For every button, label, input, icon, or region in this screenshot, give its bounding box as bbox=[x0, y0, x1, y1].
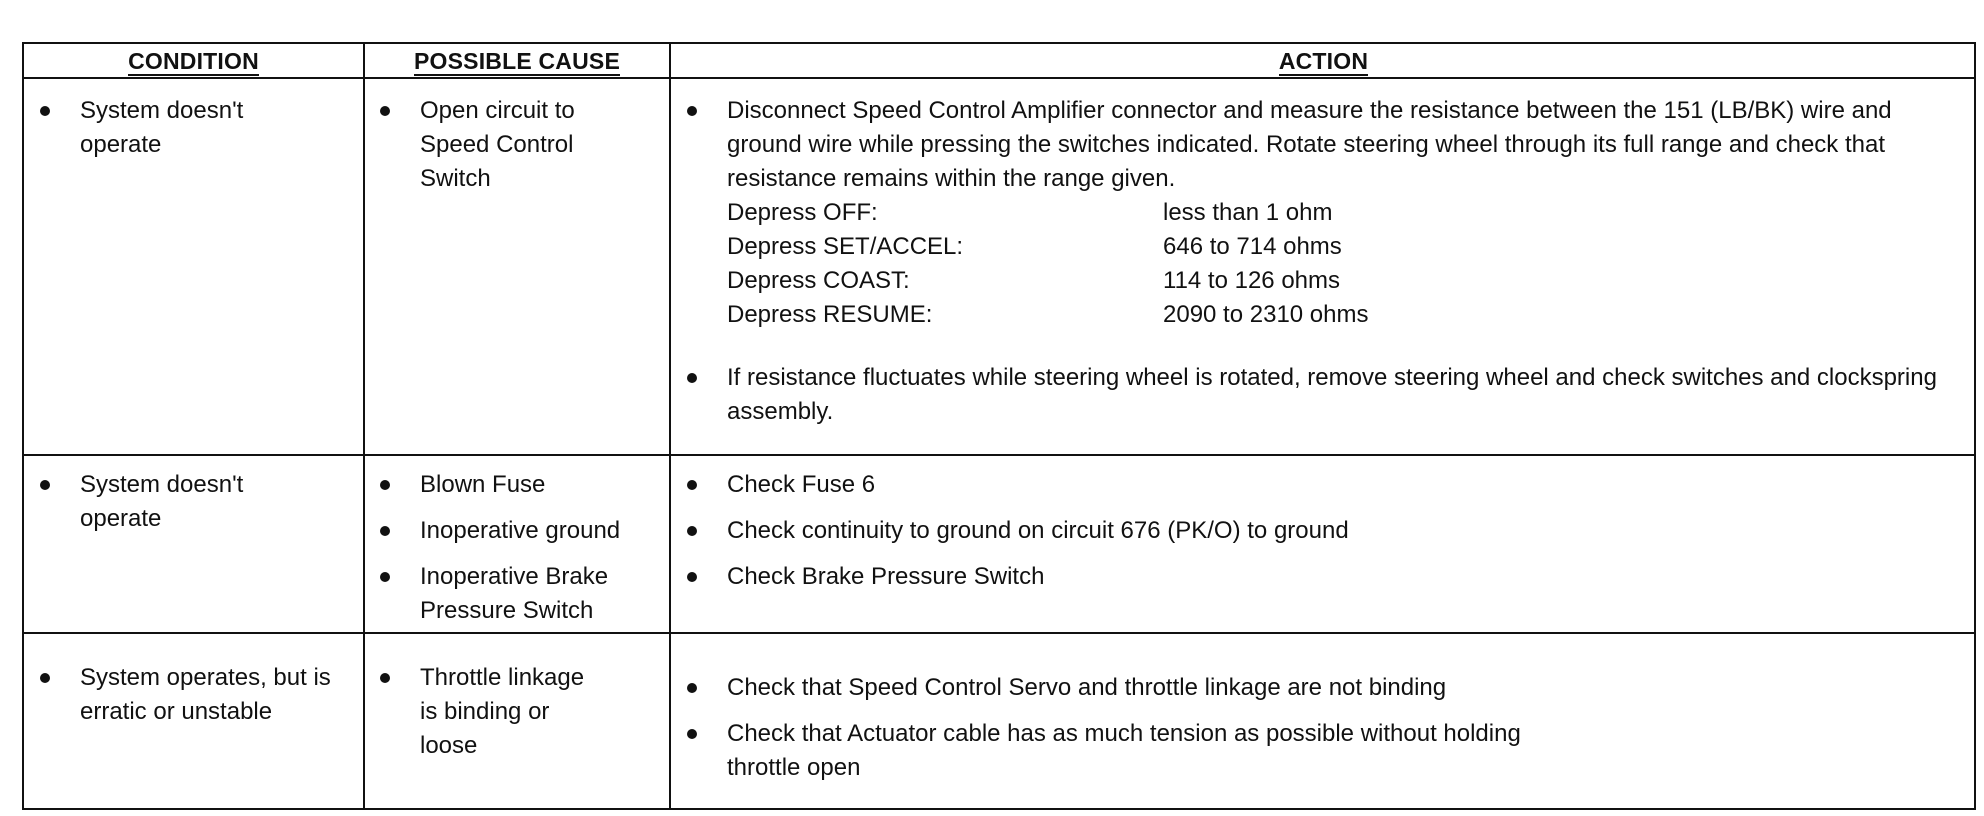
list-item bbox=[38, 661, 358, 729]
cause-text: Open circuit to Speed Control Switch bbox=[420, 97, 575, 192]
column-divider bbox=[669, 44, 671, 808]
bullet-icon bbox=[40, 106, 50, 116]
bullet-icon bbox=[40, 480, 50, 490]
condition-text: System operates, but is erratic or unstable bbox=[80, 664, 331, 725]
bullet-icon bbox=[687, 106, 697, 116]
bullet-icon bbox=[687, 480, 697, 490]
header-condition: CONDITION bbox=[128, 48, 259, 74]
cause-cell bbox=[378, 94, 588, 196]
bullet-icon bbox=[687, 373, 697, 383]
resistance-spec-list bbox=[685, 196, 1970, 332]
bullet-icon bbox=[687, 683, 697, 693]
action-cell bbox=[685, 468, 1970, 594]
list-item bbox=[378, 661, 608, 763]
condition-text: System doesn't operate bbox=[80, 97, 244, 158]
header-action: ACTION bbox=[1278, 48, 1369, 74]
bullet-icon bbox=[380, 526, 390, 536]
header-possible-cause: POSSIBLE CAUSE bbox=[413, 48, 620, 74]
bullet-icon bbox=[380, 480, 390, 490]
action-text: Disconnect Speed Control Amplifier connector and measure the resistance between the 151 (LB/BK) wire and ground wire while pressing the switches indicated. Rotate steering wheel through its full range and check that resistance remains within the range given. bbox=[727, 97, 1892, 192]
action-cell bbox=[685, 661, 1970, 785]
action-cell bbox=[685, 94, 1970, 429]
spec-row bbox=[727, 298, 1970, 332]
cause-cell bbox=[378, 468, 668, 628]
bullet-icon bbox=[40, 673, 50, 683]
bullet-icon bbox=[687, 526, 697, 536]
list-item bbox=[378, 468, 668, 502]
spec-name: Depress OFF: bbox=[727, 199, 878, 226]
cause-text: Inoperative Brake Pressure Switch bbox=[420, 563, 609, 624]
list-item bbox=[685, 560, 1970, 594]
row-divider bbox=[24, 632, 1974, 634]
condition-cell bbox=[38, 468, 288, 536]
bullet-icon bbox=[687, 729, 697, 739]
list-item bbox=[378, 514, 668, 548]
spec-name: Depress RESUME: bbox=[727, 301, 933, 328]
spec-row bbox=[727, 230, 1970, 264]
list-item bbox=[685, 717, 1597, 785]
spec-name: Depress COAST: bbox=[727, 267, 910, 294]
troubleshooting-table bbox=[22, 42, 1976, 810]
list-item bbox=[685, 671, 1970, 705]
spec-value: less than 1 ohm bbox=[1163, 199, 1333, 226]
spec-value: 114 to 126 ohms bbox=[1163, 267, 1341, 294]
header-divider bbox=[24, 77, 1974, 79]
spec-row bbox=[727, 264, 1970, 298]
cause-text: Inoperative ground bbox=[420, 517, 621, 544]
spec-row bbox=[727, 196, 1970, 230]
condition-text: System doesn't operate bbox=[80, 471, 244, 532]
list-item bbox=[685, 468, 1970, 502]
action-text: Check Fuse 6 bbox=[727, 471, 876, 498]
column-divider bbox=[363, 44, 365, 808]
action-text: Check continuity to ground on circuit 676 (PK/O) to ground bbox=[727, 517, 1349, 544]
action-text: Check that Actuator cable has as much tension as possible without holding throttle open bbox=[727, 720, 1521, 781]
bullet-icon bbox=[380, 572, 390, 582]
list-item bbox=[685, 514, 1970, 548]
condition-cell bbox=[38, 661, 358, 729]
cause-cell bbox=[378, 661, 608, 763]
action-text: If resistance fluctuates while steering wheel is rotated, remove steering wheel and check switches and clockspring assembly. bbox=[727, 364, 1937, 425]
bullet-icon bbox=[687, 572, 697, 582]
action-text: Check Brake Pressure Switch bbox=[727, 563, 1045, 590]
condition-cell bbox=[38, 94, 328, 162]
cause-text: Throttle linkage is binding or loose bbox=[420, 664, 585, 759]
list-item bbox=[38, 94, 328, 162]
cause-text: Blown Fuse bbox=[420, 471, 546, 498]
spec-name: Depress SET/ACCEL: bbox=[727, 233, 964, 260]
list-item bbox=[378, 560, 652, 628]
bullet-icon bbox=[380, 673, 390, 683]
action-text: Check that Speed Control Servo and throttle linkage are not binding bbox=[727, 674, 1447, 701]
list-item bbox=[685, 94, 1970, 196]
row-divider bbox=[24, 454, 1974, 456]
bullet-icon bbox=[380, 106, 390, 116]
spec-value: 646 to 714 ohms bbox=[1163, 233, 1342, 260]
list-item bbox=[685, 361, 1970, 429]
list-item bbox=[38, 468, 288, 536]
list-item bbox=[378, 94, 588, 196]
spec-value: 2090 to 2310 ohms bbox=[1163, 301, 1369, 328]
